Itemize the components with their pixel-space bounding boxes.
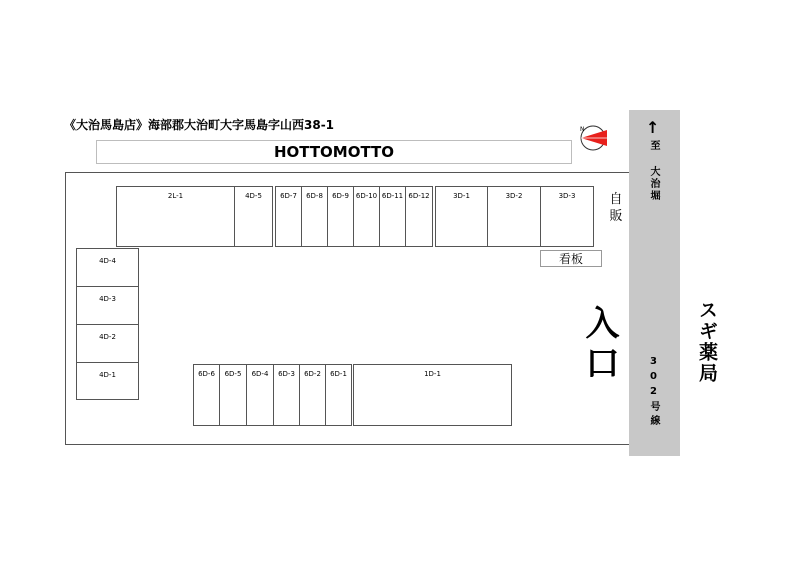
vending-machine-label-2: 販 (609, 209, 623, 224)
parking-stall-label: 1D-1 (424, 370, 441, 378)
parking-stall (246, 364, 274, 426)
parking-stall-label: 6D-3 (278, 370, 295, 378)
up-arrow-icon: ↑ (646, 118, 660, 137)
parking-stall (405, 186, 433, 247)
parking-stall-label: 6D-8 (306, 192, 323, 200)
parking-stall (193, 364, 220, 426)
parking-stall (219, 364, 247, 426)
parking-stall (487, 186, 541, 247)
entrance-label: 入口 (579, 305, 619, 385)
parking-stall (353, 364, 512, 426)
parking-stall-label: 6D-9 (332, 192, 349, 200)
parking-stall-label: 6D-11 (381, 192, 404, 200)
parking-stall (116, 186, 235, 247)
vending-machine-label-1: 自 (609, 192, 623, 208)
store-address-header: 《大治馬島店》海部郡大治町大字馬島字山西38-1 (64, 118, 335, 132)
parking-stall-label: 6D-10 (355, 192, 378, 200)
parking-stall-label: 3D-1 (453, 192, 470, 200)
parking-stall-label: 4D-5 (245, 192, 262, 200)
compass-north-label: N (580, 126, 585, 133)
parking-stall-label: 6D-7 (280, 192, 297, 200)
route-302-road (629, 110, 680, 456)
parking-stall (273, 364, 300, 426)
parking-stall-label: 4D-4 (99, 257, 116, 265)
vending-machine (603, 188, 629, 230)
parking-stall-label: 3D-3 (558, 192, 576, 200)
parking-stall-label: 3D-2 (505, 192, 523, 200)
road-route-label: 302号線 (648, 356, 659, 429)
parking-stall (76, 324, 139, 363)
parking-stall (275, 186, 302, 247)
parking-stall-label: 4D-3 (99, 295, 116, 303)
parking-stall-label: 2L-1 (167, 192, 184, 200)
parking-stall-label: 4D-2 (99, 333, 116, 341)
parking-stall-label: 6D-5 (224, 370, 242, 378)
parking-stall (325, 364, 352, 426)
parking-stall-label: 6D-12 (408, 192, 430, 200)
parking-stall (76, 362, 139, 400)
parking-stall-label: 6D-6 (198, 370, 215, 378)
parking-stall (76, 248, 139, 287)
neighbor-building-hottomotto (96, 140, 572, 164)
parking-stall (327, 186, 354, 247)
north-compass-icon (574, 119, 612, 157)
parking-stall-label: 4D-1 (99, 371, 116, 379)
parking-stall (301, 186, 328, 247)
parking-stall (299, 364, 326, 426)
signboard-label: 看板 (558, 252, 583, 266)
road-direction-label: 至 (648, 140, 659, 150)
parking-stall (353, 186, 380, 247)
parking-stall (234, 186, 273, 247)
parking-stall (540, 186, 594, 247)
signboard (540, 250, 602, 267)
parking-stall-label: 6D-4 (251, 370, 269, 378)
parking-stall-label: 6D-1 (330, 370, 347, 378)
parking-stall-label: 6D-2 (304, 370, 321, 378)
road-destination-label: 大治堀 (648, 166, 659, 202)
parking-stall (435, 186, 488, 247)
neighbor-building-label: HOTTOMOTTO (273, 143, 395, 161)
parking-stall (76, 286, 139, 325)
neighbor-sugi-pharmacy: スギ薬局 (696, 300, 718, 384)
parking-stall (379, 186, 406, 247)
